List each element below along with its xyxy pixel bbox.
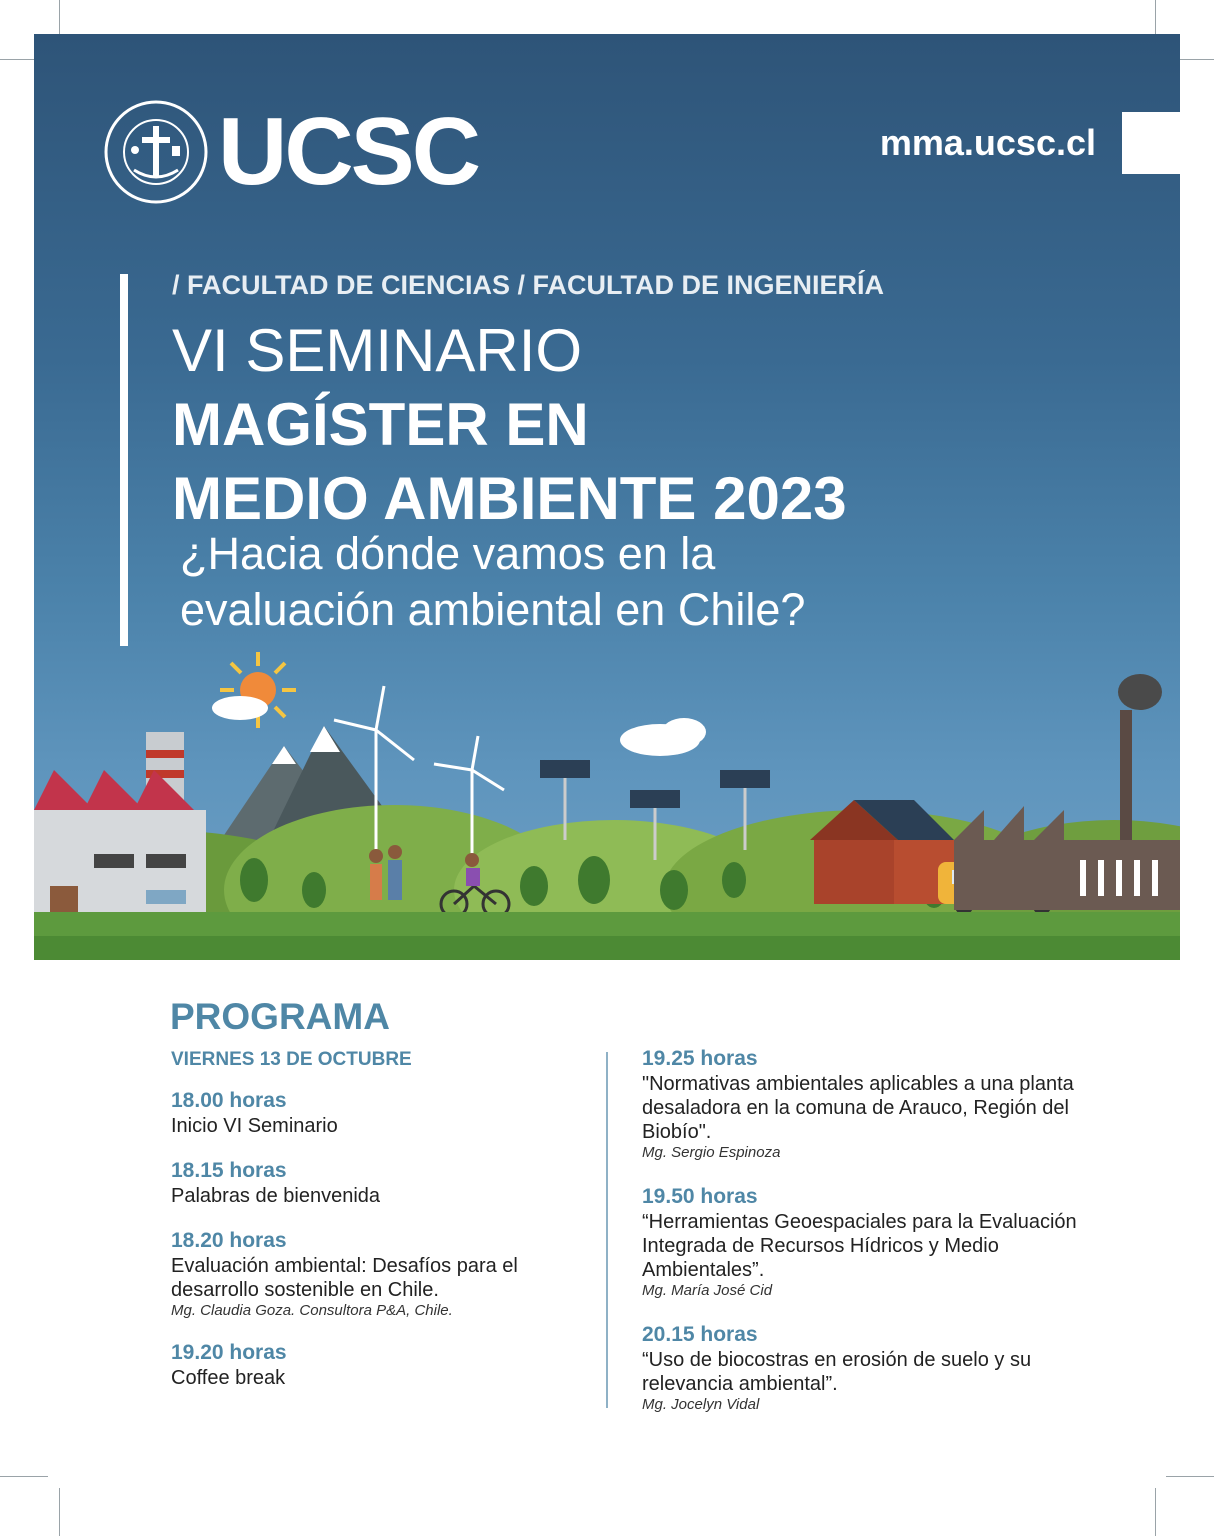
schedule-speaker: Mg. Sergio Espinoza [642, 1144, 781, 1161]
schedule-time: 19.20 horas [171, 1341, 287, 1364]
tree-icon [578, 856, 610, 904]
grass-ground [34, 912, 1180, 936]
schedule-item [171, 1228, 591, 1320]
crop-mark [59, 1488, 60, 1536]
title-line: MEDIO AMBIENTE 2023 [172, 465, 847, 532]
schedule-item [642, 1184, 1082, 1300]
schedule-description: “Uso de biocostras en erosión de suelo y su relevancia ambiental”. [642, 1349, 1032, 1395]
schedule-item [171, 1158, 591, 1208]
schedule-speaker: Mg. María José Cid [642, 1282, 773, 1299]
faculties-line: / FACULTAD DE CIENCIAS / FACULTAD DE INGENIERÍA [172, 270, 885, 300]
cloud-icon [662, 718, 706, 746]
accent-bar [120, 274, 128, 646]
title-line: MAGÍSTER EN [172, 391, 589, 458]
crop-mark [1155, 1488, 1156, 1536]
program-column-left [171, 1088, 591, 1390]
tree-icon [722, 862, 746, 898]
factory-right-icon [954, 674, 1180, 910]
title-line: VI SEMINARIO [172, 317, 583, 384]
factory-left-icon [34, 732, 206, 922]
ucsc-logo [104, 100, 478, 204]
schedule-time: 19.25 horas [642, 1047, 758, 1070]
cloud-icon [212, 696, 268, 720]
schedule-speaker: Mg. Jocelyn Vidal [642, 1396, 760, 1413]
hero-banner [34, 34, 1180, 960]
column-divider [606, 1052, 608, 1408]
schedule-time: 19.50 horas [642, 1185, 758, 1208]
schedule-time: 18.15 horas [171, 1159, 287, 1182]
seminar-title [172, 314, 847, 536]
program-day: VIERNES 13 DE OCTUBRE [171, 1049, 412, 1070]
program-heading: PROGRAMA [170, 996, 390, 1037]
schedule-description: Evaluación ambiental: Desafíos para el desarrollo sostenible en Chile. [171, 1255, 518, 1301]
schedule-description: Coffee break [171, 1367, 286, 1389]
road-ground [34, 936, 1180, 960]
schedule-time: 18.00 horas [171, 1089, 287, 1112]
landscape-illustration [34, 640, 1180, 960]
subtitle-line: ¿Hacia dónde vamos en la [180, 528, 716, 579]
tree-icon [520, 866, 548, 906]
crop-mark [1166, 1476, 1214, 1477]
program-column-right [642, 1046, 1082, 1414]
tree-icon [240, 858, 268, 902]
brand-name: UCSC [218, 98, 479, 205]
schedule-item [171, 1088, 591, 1138]
schedule-description: Palabras de bienvenida [171, 1185, 381, 1207]
seminar-subtitle [180, 526, 805, 638]
crop-mark [0, 1476, 48, 1477]
decorative-tab [1122, 112, 1180, 174]
university-seal-icon [104, 100, 208, 204]
schedule-description: Inicio VI Seminario [171, 1115, 338, 1137]
schedule-item [642, 1322, 1082, 1414]
schedule-time: 20.15 horas [642, 1323, 758, 1346]
subtitle-line: evaluación ambiental en Chile? [180, 584, 806, 635]
tree-icon [660, 870, 688, 910]
schedule-item [171, 1340, 591, 1390]
schedule-time: 18.20 horas [171, 1229, 287, 1252]
schedule-description: "Normativas ambientales aplicables a una planta desaladora en la comuna de Arauco, Región del Biobío". [642, 1073, 1074, 1143]
website-link[interactable]: mma.ucsc.cl [879, 122, 1096, 163]
schedule-description: “Herramientas Geoespaciales para la Evaluación Integrada de Recursos Hídricos y Medio Ambientales”. [642, 1211, 1077, 1281]
schedule-speaker: Mg. Claudia Goza. Consultora P&A, Chile. [171, 1302, 453, 1319]
schedule-item [642, 1046, 1082, 1162]
tree-icon [302, 872, 326, 908]
